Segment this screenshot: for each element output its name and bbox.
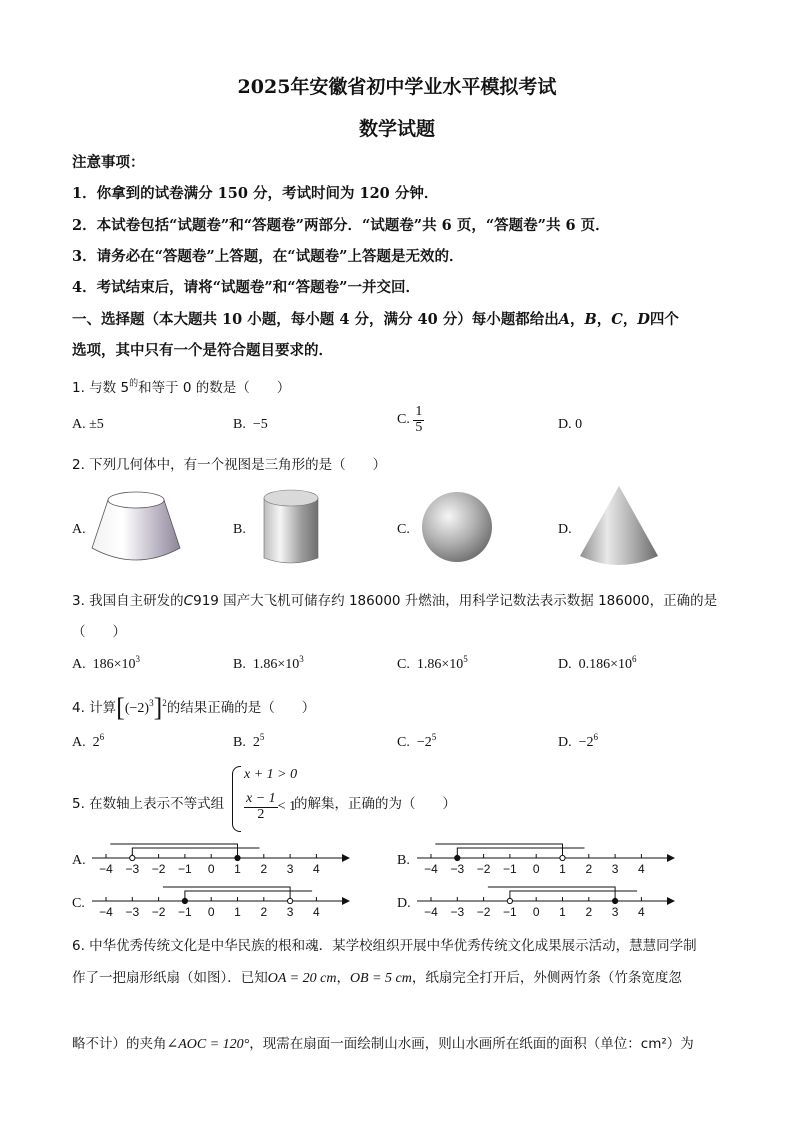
- q5-label-d: D.: [397, 896, 411, 911]
- letter-a: A: [558, 311, 570, 328]
- notes-heading: 注意事项：: [72, 154, 145, 171]
- q3-option-b: B. $1.86\times 10^3$: [233, 654, 304, 672]
- axis-tick-label: −1: [503, 862, 517, 876]
- axis-tick-label: 3: [286, 862, 294, 876]
- q5-label-b: B.: [397, 853, 410, 868]
- axis-tick-label: 2: [260, 905, 268, 919]
- axis-tick-label: −2: [476, 905, 491, 919]
- sphere-image: [420, 490, 494, 564]
- letter-b: B: [584, 311, 597, 328]
- axis-arrow: [342, 854, 350, 862]
- q6-line-1: 6. 中华优秀传统文化是中华民族的根和魂．某学校组织开展中华优秀传统文化成果展示活动，慧慧同学制: [72, 938, 697, 954]
- axis-tick-label: 0: [207, 905, 215, 919]
- q5-label-c: C.: [72, 896, 85, 911]
- axis-tick-label: −2: [151, 905, 166, 919]
- q3-stem: 3. 我国自主研发的C919 国产大飞机可储存约 186000 升燃油，用科学记数法表示数据 186000，正确的是: [72, 593, 718, 609]
- endpoint-left: [507, 898, 512, 903]
- notes-item-1: 1．你拿到的试卷满分 150 分，考试时间为 120 分钟．: [72, 185, 439, 202]
- axis-tick-label: 0: [532, 862, 540, 876]
- q2-label-a: A.: [72, 522, 86, 537]
- q5-stem-b: 的解集，正确的为（ ）: [294, 796, 456, 812]
- number-line-d: [415, 881, 677, 921]
- q2-label-b: B.: [233, 522, 246, 537]
- q1-option-c: C. $\frac{1}{5}$: [397, 404, 423, 435]
- q1-stem: 1. 与数 $5^的$和等于 0 的数是（ ）: [72, 379, 291, 396]
- axis-tick-label: 4: [313, 862, 320, 876]
- q1-option-a: A. ±5: [72, 417, 104, 432]
- number-line-a: [90, 838, 352, 878]
- axis-tick-label: 2: [260, 862, 268, 876]
- endpoint-left: [182, 898, 187, 903]
- number-line-b: [415, 838, 677, 878]
- axis-tick-label: −2: [151, 862, 166, 876]
- axis-arrow: [667, 897, 675, 905]
- solution-ray-left: [185, 891, 312, 901]
- section-heading: 一、选择题（本大题共 10 小题，每小题 4 分，满分 40 分）每小题都给出A，B，C，D四个: [72, 311, 679, 328]
- axis-tick-label: −1: [178, 905, 192, 919]
- q4-stem: 4. 计算$[(-2)^3]^2$的结果正确的是（ ）: [72, 693, 316, 722]
- q5-brace: [232, 766, 241, 832]
- section-heading-line2: 选项，其中只有一个是符合题目要求的．: [72, 342, 333, 359]
- page-title: 2025年安徽省初中学业水平模拟考试: [237, 76, 557, 98]
- endpoint-left: [130, 855, 135, 860]
- endpoint-right: [613, 898, 618, 903]
- solution-ray-left: [457, 848, 584, 858]
- q6-line-3: 略不计）的夹角∠AOC = 120°，现需在扇面一面绘制山水画，则山水画所在纸面的面积（单位：cm²）为: [72, 1036, 694, 1052]
- q6-line-2: 作了一把扇形纸扇（如图）．已知OA = 20 cm，OB = 5 cm，纸扇完全打开后，外侧两竹条（竹条宽度忽: [72, 970, 682, 986]
- q2-stem: 2. 下列几何体中，有一个视图是三角形的是（ ）: [72, 457, 387, 473]
- endpoint-right: [560, 855, 565, 860]
- q2-label-c: C.: [397, 522, 410, 537]
- q5-inequality-2: $\frac{x - 1}{2}$ < 1: [246, 791, 297, 822]
- axis-tick-label: 3: [611, 905, 619, 919]
- solution-ray-left: [510, 891, 637, 901]
- axis-tick-label: 2: [585, 905, 593, 919]
- axis-tick-label: 2: [585, 862, 593, 876]
- axis-tick-label: 1: [559, 905, 566, 919]
- axis-tick-label: −1: [503, 905, 517, 919]
- notes-item-4: 4．考试结束后，请将“试题卷”和“答题卷”一并交回．: [72, 279, 420, 296]
- axis-tick-label: −4: [99, 905, 113, 919]
- axis-tick-label: −3: [125, 905, 140, 919]
- cone-image: [578, 484, 660, 570]
- notes-item-2: 2．本试卷包括“试题卷”和“答题卷”两部分．“试题卷”共 6 页，“答题卷”共 6 页．: [72, 217, 610, 234]
- axis-tick-label: −3: [450, 905, 465, 919]
- notes-item-3: 3．请务必在“答题卷”上答题，在“试题卷”上答题是无效的．: [72, 248, 464, 265]
- solution-ray-left: [132, 848, 259, 858]
- endpoint-right: [235, 855, 240, 860]
- axis-tick-label: −4: [424, 905, 438, 919]
- axis-tick-label: 0: [207, 862, 215, 876]
- axis-tick-label: −1: [178, 862, 192, 876]
- page-subtitle: 数学试题: [358, 118, 435, 140]
- q4-option-b: B. $2^5$: [233, 732, 265, 750]
- axis-tick-label: −3: [450, 862, 465, 876]
- solution-ray-right: [163, 887, 290, 901]
- q4-expression: $[(-2)^3]^2$: [116, 693, 167, 722]
- q3-option-c: C. $1.86\times 10^5$: [397, 654, 468, 672]
- axis-tick-label: −2: [476, 862, 491, 876]
- q5-inequality-1: x + 1 > 0: [244, 767, 298, 782]
- number-line-c: [90, 881, 352, 921]
- letter-c: C: [611, 311, 623, 328]
- q4-option-c: C. $-2^5$: [397, 732, 437, 750]
- solution-ray-right: [435, 844, 562, 858]
- q2-label-d: D.: [558, 522, 572, 537]
- q1-option-d: D. 0: [558, 417, 583, 432]
- q5-stem-a: 5. 在数轴上表示不等式组: [72, 796, 225, 812]
- solution-ray-right: [488, 887, 615, 901]
- letter-d: D: [637, 311, 650, 328]
- q3-option-d: D. $0.186\times 10^6$: [558, 654, 637, 672]
- axis-tick-label: 4: [638, 862, 645, 876]
- q3-option-a: A. $186\times 10^3$: [72, 654, 141, 672]
- q4-option-d: D. $-2^6$: [558, 732, 599, 750]
- axis-tick-label: −4: [424, 862, 438, 876]
- endpoint-left: [455, 855, 460, 860]
- axis-arrow: [667, 854, 675, 862]
- cylinder-image: [262, 488, 320, 568]
- axis-tick-label: 1: [559, 862, 566, 876]
- q4-option-a: A. $2^6$: [72, 732, 105, 750]
- axis-tick-label: 0: [532, 905, 540, 919]
- axis-tick-label: −4: [99, 862, 113, 876]
- axis-arrow: [342, 897, 350, 905]
- axis-tick-label: 4: [313, 905, 320, 919]
- axis-tick-label: 1: [234, 905, 241, 919]
- axis-tick-label: 3: [611, 862, 619, 876]
- q5-label-a: A.: [72, 853, 86, 868]
- section-heading-text: 一、选择题（本大题共 10 小题，每小题 4 分，满分 40 分）每小题都给出: [72, 311, 559, 328]
- solution-ray-right: [110, 844, 237, 858]
- axis-tick-label: −3: [125, 862, 140, 876]
- q3-stem-line2: （ ）: [72, 624, 126, 640]
- axis-tick-label: 3: [286, 905, 294, 919]
- endpoint-right: [288, 898, 293, 903]
- q1-option-b: B. −5: [233, 417, 268, 432]
- axis-tick-label: 4: [638, 905, 645, 919]
- frustum-image: [88, 488, 184, 566]
- axis-tick-label: 1: [234, 862, 241, 876]
